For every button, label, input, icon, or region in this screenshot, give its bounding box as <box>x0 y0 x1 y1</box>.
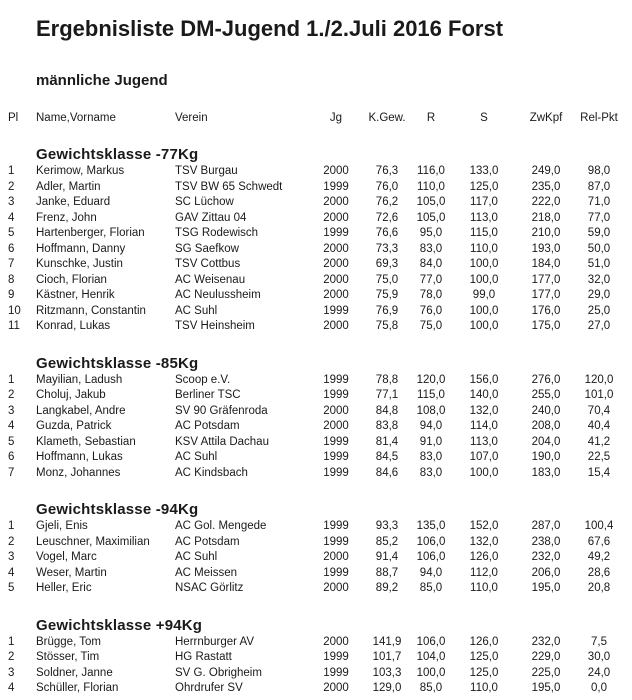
cell-jg: 2000 <box>323 635 349 648</box>
table-row <box>0 450 632 466</box>
cell-name: Hoffmann, Danny <box>36 242 126 255</box>
cell-r: 104,0 <box>416 651 446 663</box>
cell-jg: 2000 <box>323 582 349 594</box>
cell-kgew: 141,9 <box>372 635 402 648</box>
cell-kgew: 75,9 <box>375 289 399 301</box>
cell-relpkt: 100,4 <box>584 520 614 532</box>
table-row <box>0 180 632 196</box>
cell-relpkt: 24,0 <box>587 666 611 679</box>
cell-relpkt: 22,5 <box>587 451 611 463</box>
page-title: Ergebnisliste DM-Jugend 1./2.Juli 2016 Forst <box>36 16 504 41</box>
cell-relpkt: 87,0 <box>587 180 611 193</box>
cell-pl: 1 <box>8 373 15 386</box>
table-header-row <box>0 111 632 126</box>
cell-name: Soldner, Janne <box>36 666 113 679</box>
cell-pl: 1 <box>8 165 15 177</box>
cell-r: 100,0 <box>416 666 446 679</box>
cell-kgew: 77,1 <box>375 389 399 401</box>
cell-relpkt: 67,6 <box>587 535 611 548</box>
cell-pl: 7 <box>8 258 15 270</box>
cell-verein: AC Suhl <box>175 304 218 317</box>
cell-verein: AC Weisenau <box>175 273 246 286</box>
cell-pl: 2 <box>8 180 15 193</box>
cell-jg: 1999 <box>323 304 349 317</box>
cell-name: Hartenberger, Florian <box>36 227 145 239</box>
cell-r: 116,0 <box>417 165 445 177</box>
cell-jg: 2000 <box>323 404 349 417</box>
col-header-pl: Pl <box>8 112 19 124</box>
cell-name: Brügge, Tom <box>36 635 101 648</box>
cell-name: Langkabel, Andre <box>36 404 126 417</box>
cell-r: 106,0 <box>416 551 446 563</box>
table-row <box>0 273 632 289</box>
cell-jg: 1999 <box>323 180 349 193</box>
cell-name: Heller, Eric <box>36 582 92 594</box>
cell-zwkpf: 218,0 <box>531 211 561 224</box>
cell-name: Kästner, Henrik <box>36 289 115 301</box>
cell-verein: TSG Rodewisch <box>175 227 259 239</box>
cell-jg: 2000 <box>323 682 349 694</box>
cell-zwkpf: 235,0 <box>531 180 561 193</box>
cell-name: Kerimow, Markus <box>36 165 125 177</box>
cell-zwkpf: 175,0 <box>531 320 561 332</box>
cell-jg: 2000 <box>323 289 349 301</box>
cell-r: 77,0 <box>419 273 443 286</box>
cell-s: 113,0 <box>470 435 498 448</box>
cell-jg: 2000 <box>323 165 349 177</box>
cell-zwkpf: 232,0 <box>531 635 561 648</box>
cell-r: 85,0 <box>419 682 443 694</box>
cell-zwkpf: 183,0 <box>531 466 561 479</box>
cell-verein: KSV Attila Dachau <box>175 435 269 448</box>
cell-verein: AC Suhl <box>175 551 218 563</box>
cell-kgew: 75,0 <box>375 273 399 286</box>
cell-zwkpf: 176,0 <box>531 304 561 317</box>
cell-s: 110,0 <box>470 242 498 255</box>
cell-r: 95,0 <box>419 227 443 239</box>
cell-jg: 1999 <box>323 520 349 532</box>
weight-class-section <box>0 616 632 697</box>
cell-name: Kunschke, Justin <box>36 258 123 270</box>
cell-kgew: 83,8 <box>375 420 399 432</box>
cell-zwkpf: 276,0 <box>531 373 561 386</box>
cell-name: Vogel, Marc <box>36 551 97 563</box>
cell-jg: 1999 <box>323 373 349 386</box>
cell-kgew: 76,0 <box>375 180 399 193</box>
cell-kgew: 75,8 <box>375 320 399 332</box>
cell-jg: 2000 <box>323 420 349 432</box>
cell-name: Konrad, Lukas <box>36 320 111 332</box>
cell-kgew: 101,7 <box>372 651 402 663</box>
cell-pl: 3 <box>8 196 15 208</box>
cell-pl: 7 <box>8 466 15 479</box>
cell-verein: AC Neulussheim <box>175 289 261 301</box>
col-header-r: R <box>426 112 436 124</box>
cell-s: 125,0 <box>469 651 499 663</box>
cell-pl: 9 <box>8 289 15 301</box>
cell-kgew: 103,3 <box>372 666 402 679</box>
cell-relpkt: 40,4 <box>587 420 611 432</box>
cell-r: 85,0 <box>419 582 443 594</box>
cell-s: 126,0 <box>469 635 499 648</box>
cell-pl: 11 <box>8 320 20 332</box>
cell-verein: GAV Zittau 04 <box>175 211 247 224</box>
cell-verein: HG Rastatt <box>175 651 232 663</box>
cell-pl: 5 <box>8 582 15 594</box>
cell-s: 156,0 <box>469 373 499 386</box>
cell-kgew: 89,2 <box>375 582 399 594</box>
cell-kgew: 76,2 <box>375 196 399 208</box>
table-row <box>0 550 632 566</box>
cell-name: Leuschner, Maximilian <box>36 535 150 548</box>
cell-verein: SG Saefkow <box>175 242 239 255</box>
table-row <box>0 304 632 320</box>
cell-jg: 1999 <box>323 666 349 679</box>
cell-name: Gjeli, Enis <box>36 520 88 532</box>
table-row <box>0 288 632 304</box>
cell-relpkt: 120,0 <box>584 373 614 386</box>
cell-jg: 2000 <box>323 273 349 286</box>
cell-pl: 6 <box>8 451 15 463</box>
cell-verein: TSV Burgau <box>175 165 238 177</box>
cell-verein: Ohrdrufer SV <box>175 682 243 694</box>
cell-pl: 2 <box>8 651 15 663</box>
cell-r: 83,0 <box>419 466 443 479</box>
cell-pl: 5 <box>8 435 15 448</box>
cell-zwkpf: 195,0 <box>531 682 561 694</box>
table-row <box>0 419 632 435</box>
cell-r: 105,0 <box>416 196 446 208</box>
cell-pl: 6 <box>8 242 15 255</box>
cell-relpkt: 49,2 <box>587 551 611 563</box>
cell-kgew: 84,8 <box>375 404 399 417</box>
cell-s: 132,0 <box>469 404 499 417</box>
cell-verein: NSAC Görlitz <box>175 582 244 594</box>
cell-kgew: 93,3 <box>375 520 399 532</box>
cell-jg: 1999 <box>323 227 349 239</box>
cell-r: 105,0 <box>416 211 446 224</box>
cell-kgew: 88,7 <box>375 566 399 579</box>
cell-kgew: 69,3 <box>375 258 399 270</box>
cell-s: 152,0 <box>469 520 499 532</box>
weight-class-section <box>0 354 632 482</box>
cell-zwkpf: 177,0 <box>531 273 561 286</box>
cell-jg: 1999 <box>323 466 349 479</box>
cell-jg: 1999 <box>323 451 349 463</box>
cell-name: Weser, Martin <box>36 566 107 579</box>
cell-s: 110,0 <box>470 682 498 694</box>
weight-class-section <box>0 500 632 597</box>
cell-verein: SV G. Obrigheim <box>175 666 262 679</box>
table-row <box>0 435 632 451</box>
table-row <box>0 519 632 535</box>
cell-relpkt: 50,0 <box>587 242 611 255</box>
cell-zwkpf: 249,0 <box>531 165 561 177</box>
table-row <box>0 635 632 651</box>
cell-r: 78,0 <box>419 289 443 301</box>
col-header-name: Name,Vorname <box>36 112 116 124</box>
cell-pl: 5 <box>8 227 15 239</box>
cell-name: Ritzmann, Constantin <box>36 304 146 317</box>
cell-r: 135,0 <box>416 520 446 532</box>
cell-name: Klameth, Sebastian <box>36 435 136 448</box>
cell-kgew: 84,5 <box>375 451 399 463</box>
cell-r: 110,0 <box>417 180 445 193</box>
cell-relpkt: 71,0 <box>587 196 611 208</box>
cell-r: 115,0 <box>417 389 445 401</box>
cell-pl: 10 <box>8 304 21 317</box>
cell-jg: 1999 <box>323 566 349 579</box>
cell-zwkpf: 193,0 <box>531 242 561 255</box>
cell-verein: SV 90 Gräfenroda <box>175 404 268 417</box>
cell-kgew: 85,2 <box>375 535 399 548</box>
weight-class-heading: Gewichtsklasse -85Kg <box>36 354 199 372</box>
cell-zwkpf: 204,0 <box>531 435 561 448</box>
cell-relpkt: 59,0 <box>587 227 611 239</box>
cell-s: 100,0 <box>469 304 499 317</box>
cell-s: 113,0 <box>470 211 498 224</box>
cell-s: 100,0 <box>469 273 499 286</box>
page-subtitle: männliche Jugend <box>36 72 168 89</box>
cell-zwkpf: 222,0 <box>531 196 561 208</box>
table-row <box>0 257 632 273</box>
cell-r: 94,0 <box>419 566 443 579</box>
cell-jg: 1999 <box>323 435 349 448</box>
cell-pl: 8 <box>8 273 15 286</box>
cell-relpkt: 29,0 <box>587 289 611 301</box>
cell-r: 75,0 <box>419 320 443 332</box>
table-row <box>0 666 632 682</box>
cell-relpkt: 20,8 <box>587 582 611 594</box>
cell-zwkpf: 238,0 <box>531 535 561 548</box>
cell-verein: TSV Heinsheim <box>175 320 255 332</box>
table-row <box>0 681 632 697</box>
cell-verein: AC Gol. Mengede <box>175 520 267 532</box>
cell-verein: AC Potsdam <box>175 420 240 432</box>
cell-s: 132,0 <box>469 535 499 548</box>
col-header-relpkt: Rel-Pkt <box>580 112 618 124</box>
cell-pl: 3 <box>8 404 15 417</box>
table-row <box>0 581 632 597</box>
col-header-s: S <box>480 112 488 124</box>
cell-s: 100,0 <box>469 466 499 479</box>
cell-kgew: 76,3 <box>375 165 399 177</box>
cell-zwkpf: 229,0 <box>531 651 561 663</box>
cell-pl: 4 <box>8 566 15 579</box>
cell-jg: 2000 <box>323 551 349 563</box>
cell-r: 84,0 <box>419 258 443 270</box>
cell-r: 83,0 <box>419 451 443 463</box>
table-row <box>0 211 632 227</box>
cell-relpkt: 51,0 <box>587 258 611 270</box>
cell-jg: 2000 <box>323 242 349 255</box>
cell-pl: 4 <box>8 211 15 224</box>
cell-relpkt: 101,0 <box>584 389 614 401</box>
cell-kgew: 76,9 <box>375 304 399 317</box>
cell-jg: 2000 <box>323 320 349 332</box>
cell-s: 110,0 <box>470 582 498 594</box>
cell-r: 108,0 <box>416 404 446 417</box>
table-row <box>0 466 632 482</box>
cell-jg: 2000 <box>323 196 349 208</box>
col-header-zwkpf: ZwKpf <box>529 112 563 124</box>
cell-pl: 4 <box>8 682 15 694</box>
cell-relpkt: 0,0 <box>591 682 607 694</box>
weight-class-heading: Gewichtsklasse -77Kg <box>36 146 199 163</box>
cell-relpkt: 27,0 <box>587 320 611 332</box>
cell-s: 100,0 <box>469 258 499 270</box>
cell-name: Stösser, Tim <box>36 651 100 663</box>
cell-jg: 1999 <box>323 535 349 548</box>
cell-relpkt: 77,0 <box>587 211 611 224</box>
cell-s: 115,0 <box>470 227 498 239</box>
cell-name: Janke, Eduard <box>36 196 111 208</box>
cell-s: 99,0 <box>472 289 496 301</box>
cell-zwkpf: 195,0 <box>531 582 561 594</box>
cell-name: Hoffmann, Lukas <box>36 451 123 463</box>
cell-jg: 2000 <box>323 258 349 270</box>
cell-kgew: 81,4 <box>375 435 399 448</box>
cell-zwkpf: 240,0 <box>531 404 561 417</box>
table-row <box>0 388 632 404</box>
cell-kgew: 84,6 <box>375 466 399 479</box>
cell-s: 107,0 <box>469 451 499 463</box>
cell-verein: SC Lüchow <box>175 196 234 208</box>
cell-s: 114,0 <box>470 420 498 432</box>
table-row <box>0 535 632 551</box>
cell-pl: 1 <box>8 635 15 648</box>
cell-zwkpf: 208,0 <box>531 420 561 432</box>
cell-relpkt: 32,0 <box>587 273 611 286</box>
cell-zwkpf: 255,0 <box>531 389 561 401</box>
cell-zwkpf: 225,0 <box>531 666 561 679</box>
cell-kgew: 91,4 <box>375 551 399 563</box>
table-row <box>0 319 632 335</box>
cell-relpkt: 30,0 <box>587 651 611 663</box>
table-row <box>0 404 632 420</box>
cell-pl: 3 <box>8 666 15 679</box>
cell-pl: 4 <box>8 420 15 432</box>
cell-pl: 3 <box>8 551 15 563</box>
results-table <box>0 145 632 697</box>
cell-zwkpf: 190,0 <box>531 451 561 463</box>
cell-verein: Herrnburger AV <box>175 635 255 648</box>
cell-relpkt: 25,0 <box>587 304 611 317</box>
cell-s: 100,0 <box>469 320 499 332</box>
cell-jg: 1999 <box>323 651 349 663</box>
cell-verein: AC Kindsbach <box>175 466 248 479</box>
cell-verein: Berliner TSC <box>175 389 241 401</box>
cell-relpkt: 7,5 <box>591 635 607 648</box>
cell-s: 126,0 <box>469 551 499 563</box>
table-row <box>0 164 632 180</box>
cell-r: 120,0 <box>416 373 446 386</box>
col-header-verein: Verein <box>175 112 208 124</box>
cell-s: 112,0 <box>470 566 498 579</box>
table-row <box>0 373 632 389</box>
cell-relpkt: 15,4 <box>587 466 611 479</box>
cell-kgew: 76,6 <box>375 227 399 239</box>
cell-jg: 2000 <box>323 211 349 224</box>
cell-r: 83,0 <box>419 242 443 255</box>
cell-zwkpf: 177,0 <box>531 289 561 301</box>
weight-class-heading: Gewichtsklasse -94Kg <box>36 501 199 518</box>
cell-verein: Scoop e.V. <box>175 373 231 386</box>
cell-verein: TSV Cottbus <box>175 258 241 270</box>
cell-relpkt: 98,0 <box>587 165 611 177</box>
cell-name: Monz, Johannes <box>36 466 121 479</box>
cell-s: 117,0 <box>470 196 498 208</box>
cell-relpkt: 70,4 <box>587 404 611 417</box>
table-row <box>0 650 632 666</box>
cell-s: 125,0 <box>469 180 499 193</box>
cell-kgew: 129,0 <box>372 682 402 694</box>
cell-s: 133,0 <box>469 165 499 177</box>
weight-class-heading: Gewichtsklasse +94Kg <box>36 616 203 634</box>
cell-r: 91,0 <box>419 435 443 448</box>
cell-jg: 1999 <box>323 389 349 401</box>
table-row <box>0 566 632 582</box>
cell-verein: AC Potsdam <box>175 535 240 548</box>
cell-name: Mayilian, Ladush <box>36 373 123 386</box>
cell-r: 94,0 <box>419 420 443 432</box>
cell-name: Adler, Martin <box>36 180 101 193</box>
cell-verein: TSV BW 65 Schwedt <box>175 180 283 193</box>
cell-zwkpf: 206,0 <box>531 566 561 579</box>
cell-kgew: 73,3 <box>375 242 399 255</box>
cell-pl: 2 <box>8 389 15 401</box>
cell-name: Frenz, John <box>36 211 97 224</box>
table-row <box>0 242 632 258</box>
cell-r: 76,0 <box>419 304 443 317</box>
cell-s: 125,0 <box>469 666 499 679</box>
table-row <box>0 195 632 211</box>
cell-verein: AC Meissen <box>175 566 237 579</box>
cell-r: 106,0 <box>416 535 446 548</box>
cell-zwkpf: 287,0 <box>531 520 561 532</box>
cell-verein: AC Suhl <box>175 451 218 463</box>
weight-class-section <box>0 145 632 335</box>
cell-name: Cioch, Florian <box>36 273 107 286</box>
cell-zwkpf: 232,0 <box>531 551 561 563</box>
cell-relpkt: 41,2 <box>587 435 611 448</box>
cell-name: Guzda, Patrick <box>36 420 112 432</box>
cell-name: Choluj, Jakub <box>36 389 106 401</box>
col-header-kgew: K.Gew. <box>368 112 406 124</box>
cell-relpkt: 28,6 <box>587 566 611 579</box>
cell-s: 140,0 <box>469 389 499 401</box>
cell-zwkpf: 184,0 <box>531 258 561 270</box>
cell-pl: 1 <box>8 520 15 532</box>
table-row <box>0 226 632 242</box>
col-header-jg: Jg <box>329 112 343 124</box>
cell-r: 106,0 <box>416 635 446 648</box>
cell-name: Schüller, Florian <box>36 682 119 694</box>
cell-pl: 2 <box>8 535 15 548</box>
cell-zwkpf: 210,0 <box>531 227 561 239</box>
cell-kgew: 72,6 <box>375 211 399 224</box>
cell-kgew: 78,8 <box>375 373 399 386</box>
